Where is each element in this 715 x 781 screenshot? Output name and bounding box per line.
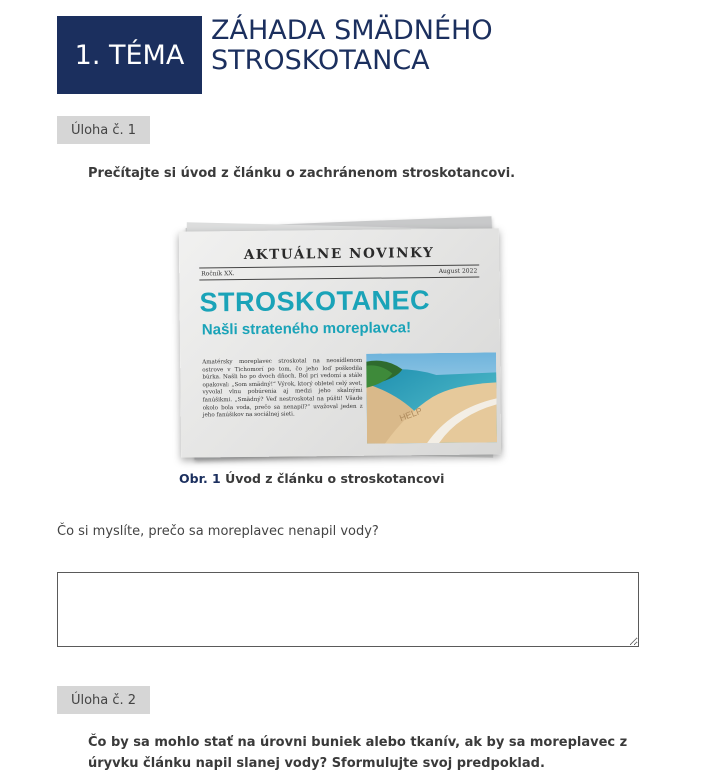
topic-title-line2: STROSKOTANCA (211, 45, 430, 76)
task-2-tag: Úloha č. 2 (57, 686, 150, 714)
newspaper-volume: Ročník XX. (201, 270, 235, 278)
masthead-rule-bottom (199, 277, 479, 281)
answer-1-textarea[interactable] (57, 572, 639, 647)
newspaper-headline: STROSKOTANEC (199, 285, 431, 318)
question-1: Čo si myslíte, prečo sa moreplavec nenapil vody? (57, 524, 379, 539)
beach-photo-image (366, 352, 497, 443)
topic-title (211, 16, 493, 76)
task-2-instruction: Čo by sa mohlo stať na úrovni buniek alebo tkanív, ak by sa moreplavec z úryvku článku napil slanej vody? Sformulujte svoj predpoklad. (88, 735, 628, 771)
svg-text:HELP: HELP (398, 405, 424, 424)
figure-number: Obr. 1 (179, 471, 221, 486)
figure-caption (179, 471, 444, 486)
masthead-rule-top (199, 265, 479, 269)
newspaper-figure (176, 218, 516, 464)
task-1-instruction: Prečítajte si úvod z článku o zachránenom stroskotancovi. (88, 166, 516, 181)
figure-caption-text: Úvod z článku o stroskotancovi (225, 471, 445, 486)
newspaper-article-body: Amatérsky moreplavec stroskotal na neosídlenom ostrove v Tichomorí po tom, čo jeho loď poškodila búrka. Našli ho po dvoch dňoch. Bol pri vedomí a stále opakoval: „Som smädný!“ Výrok, ktorý obletel celý svet, vyvolal vlnu pobúrenia aj medzi jeho skalnými fanúšikmi. „Smädný? Veď nestroskotal na púšti! Všade okolo bola voda, prečo sa nenapil?“ uvažoval jeden z jeho fanúšikov na sociálnej sieti. (202, 357, 363, 419)
topic-title-line1: ZÁHADA SMÄDNÉHO (211, 15, 493, 46)
topic-number: 1. TÉMA (74, 39, 185, 71)
task-1-tag: Úloha č. 1 (57, 116, 150, 144)
newspaper-subhead: Našli strateného moreplavca! (201, 319, 412, 339)
newspaper-masthead: AKTUÁLNE NOVINKY (243, 245, 435, 264)
newspaper-front-page (179, 228, 501, 457)
topic-number-box (57, 16, 202, 94)
newspaper-date: August 2022 (438, 267, 478, 275)
beach-photo (366, 352, 497, 443)
